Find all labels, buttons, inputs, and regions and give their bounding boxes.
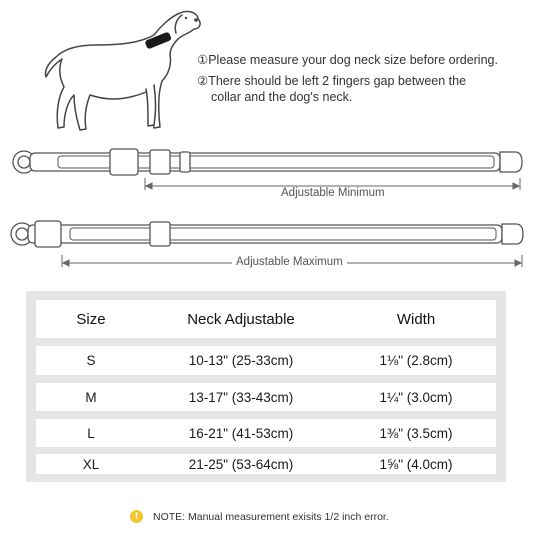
size-table (26, 291, 506, 482)
size-cell: L (87, 425, 95, 441)
collar-minimum-illustration (0, 140, 533, 190)
table-row (36, 454, 496, 474)
size-cell: XL (82, 456, 100, 472)
instruction-1: ①Please measure your dog neck size before ordering. (197, 53, 498, 67)
warning-icon: ! (130, 510, 143, 523)
width-cell: 1⅝" (4.0cm) (379, 456, 453, 472)
instruction-2: ②There should be left 2 fingers gap between the (197, 74, 467, 88)
neck-cell: 13-17" (33-43cm) (188, 389, 294, 405)
neck-cell: 10-13" (25-33cm) (188, 353, 294, 368)
size-cell: M (85, 389, 97, 405)
header-size: Size (76, 310, 106, 328)
table-header-row (36, 300, 496, 338)
size-cell: S (86, 353, 96, 368)
table-row (36, 383, 496, 411)
table-row (36, 419, 496, 447)
width-cell: 1⅛" (2.8cm) (379, 353, 453, 368)
width-cell: 1⅜" (3.5cm) (379, 425, 453, 441)
note-text: NOTE: Manual measurement exisits 1/2 inch error. (153, 510, 389, 523)
header-neck-adjustable: Neck Adjustable (187, 310, 295, 328)
adjustable-maximum-label: Adjustable Maximum (232, 256, 347, 268)
instruction-2-continued: collar and the dog's neck. (211, 90, 353, 104)
measurement-note (130, 510, 389, 523)
header-width: Width (396, 310, 436, 328)
adjustable-minimum-label: Adjustable Minimum (277, 187, 389, 199)
width-cell: 1¼" (3.0cm) (379, 389, 453, 405)
dog-illustration (30, 5, 205, 140)
table-row (36, 346, 496, 375)
neck-cell: 16-21" (41-53cm) (188, 425, 294, 441)
neck-cell: 21-25" (53-64cm) (188, 456, 294, 472)
